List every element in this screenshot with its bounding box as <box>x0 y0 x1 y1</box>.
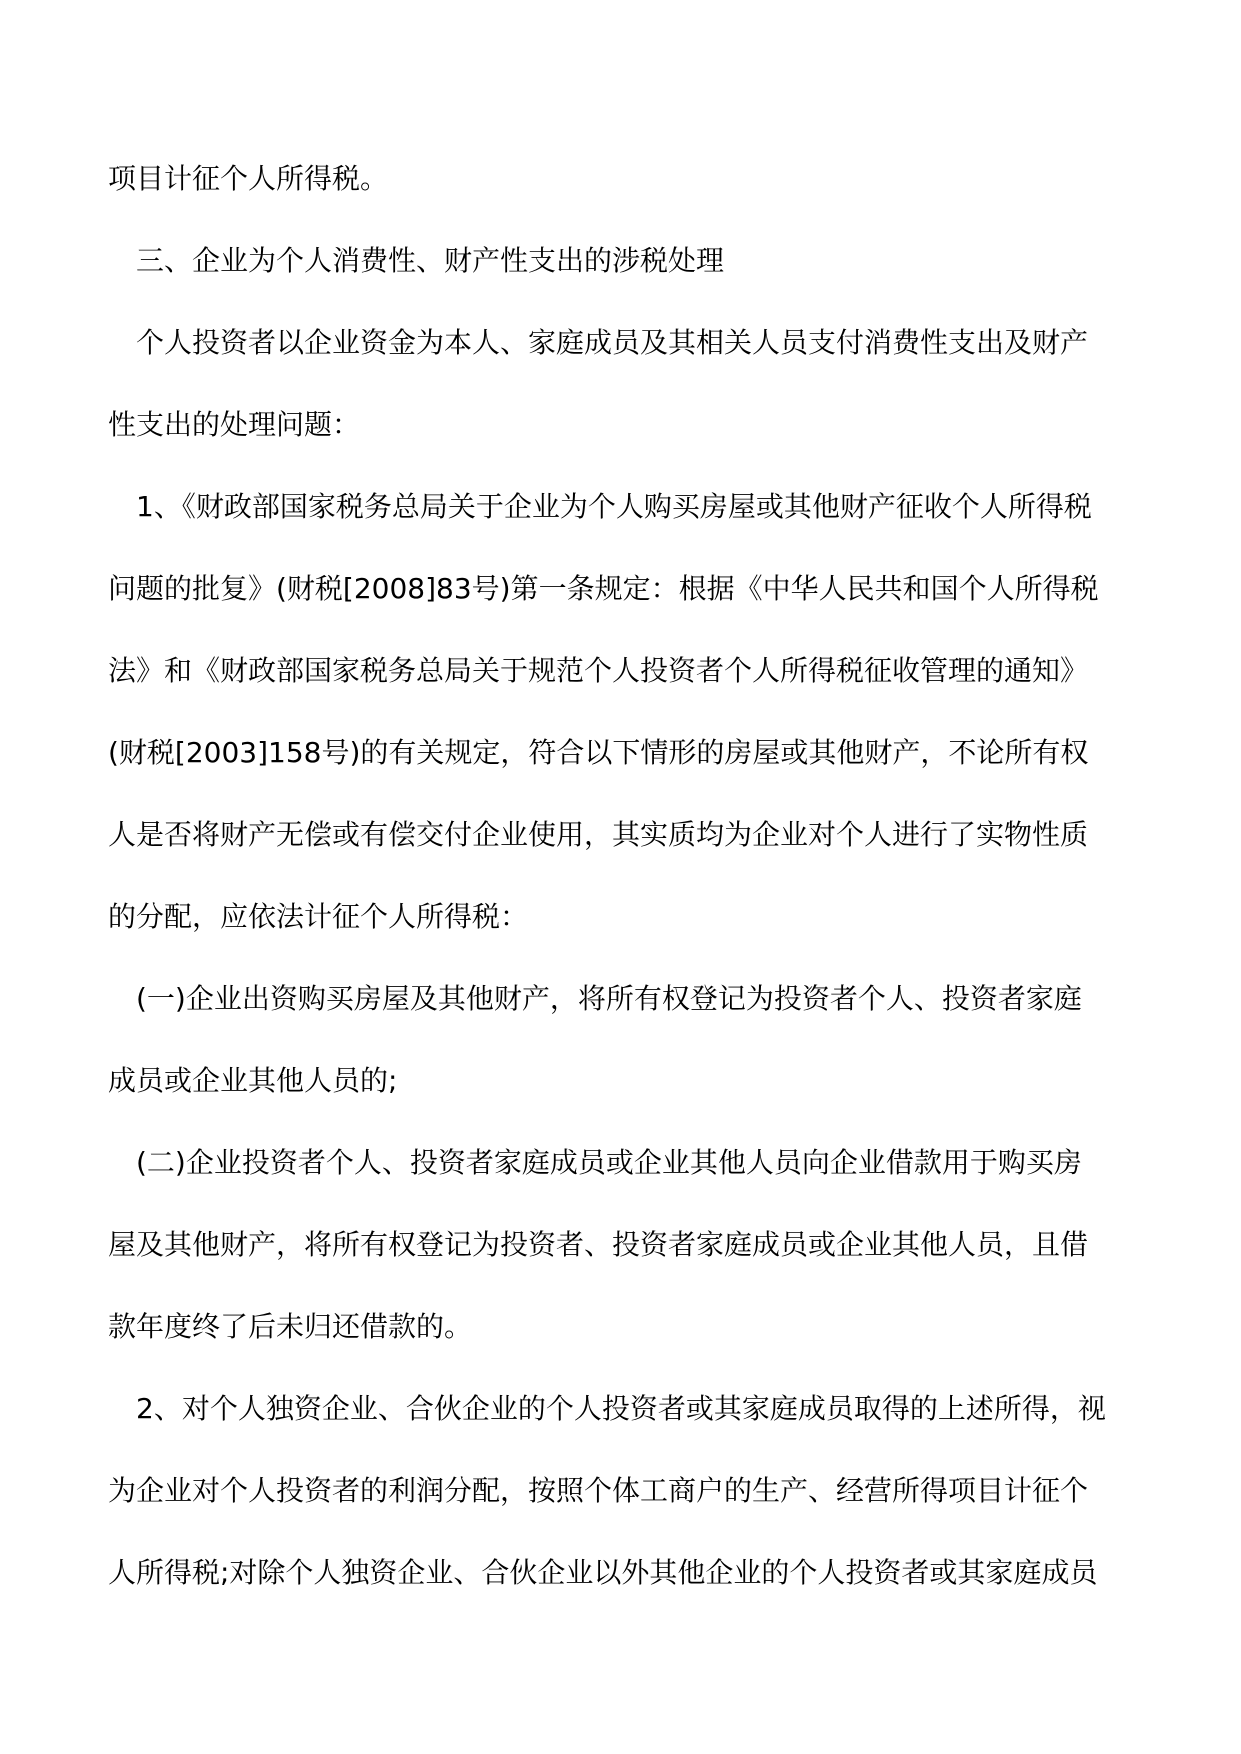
text-line: 项目计征个人所得税。 <box>108 162 389 195</box>
text-line: 人所得税;对除个人独资企业、合伙企业以外其他企业的个人投资者或其家庭成员 <box>108 1556 1098 1589</box>
text-line: 个人投资者以企业资金为本人、家庭成员及其相关人员支付消费性支出及财产 <box>136 326 1089 359</box>
document-body <box>108 162 1138 1641</box>
text-line: 成员或企业其他人员的; <box>108 1064 398 1097</box>
text-line: (财税[2003]158号)的有关规定，符合以下情形的房屋或其他财产，不论所有权 <box>108 736 1089 769</box>
text-line: 问题的批复》(财税[2008]83号)第一条规定：根据《中华人民共和国个人所得税 <box>108 572 1099 605</box>
text-line: 为企业对个人投资者的利润分配，按照个体工商户的生产、经营所得项目计征个 <box>108 1474 1089 1507</box>
text-line: 性支出的处理问题： <box>108 408 361 441</box>
text-line: 2、对个人独资企业、合伙企业的个人投资者或其家庭成员取得的上述所得，视 <box>136 1392 1106 1425</box>
text-line: 人是否将财产无偿或有偿交付企业使用，其实质均为企业对个人进行了实物性质 <box>108 818 1089 851</box>
text-line: 款年度终了后未归还借款的。 <box>108 1310 473 1343</box>
text-line: 的分配，应依法计征个人所得税： <box>108 900 529 933</box>
section-heading: 三、企业为个人消费性、财产性支出的涉税处理 <box>136 244 725 277</box>
text-line: 1、《财政部国家税务总局关于企业为个人购买房屋或其他财产征收个人所得税 <box>136 490 1092 523</box>
text-line: 屋及其他财产，将所有权登记为投资者、投资者家庭成员或企业其他人员，且借 <box>108 1228 1089 1261</box>
text-line: 法》和《财政部国家税务总局关于规范个人投资者个人所得税征收管理的通知》 <box>108 654 1089 687</box>
text-line: (二)企业投资者个人、投资者家庭成员或企业其他人员向企业借款用于购买房 <box>136 1146 1082 1179</box>
text-line: (一)企业出资购买房屋及其他财产，将所有权登记为投资者个人、投资者家庭 <box>136 982 1082 1015</box>
